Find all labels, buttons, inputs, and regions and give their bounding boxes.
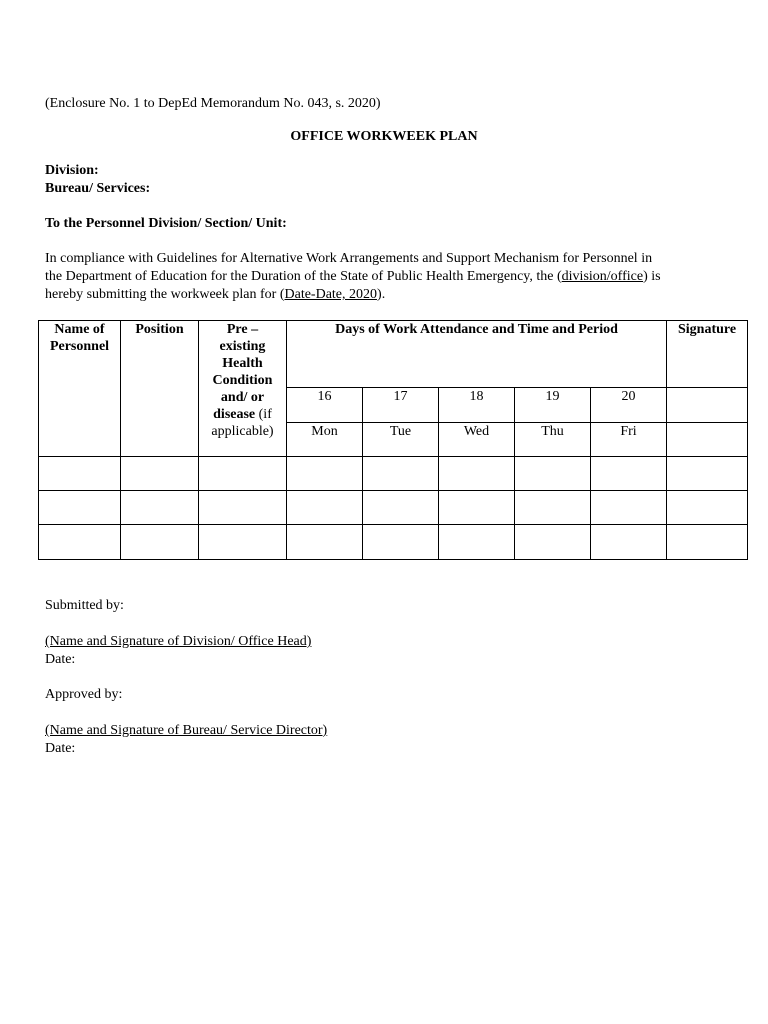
blank-cell[interactable] [591, 525, 667, 560]
header-pre-line-3: Health [222, 356, 263, 371]
blank-cell[interactable] [287, 491, 363, 525]
blank-cell[interactable] [667, 457, 748, 491]
blank-cell[interactable] [515, 491, 591, 525]
blank-cell[interactable] [515, 457, 591, 491]
header-name-line-1: Name of [54, 322, 105, 337]
blank-cell[interactable] [363, 525, 439, 560]
paragraph-line-2 [45, 268, 735, 286]
paragraph-line-2-suffix: ) is [643, 269, 661, 284]
header-pre-line-6: disease [213, 407, 256, 422]
header-pre-line-5: and/ or [220, 390, 265, 405]
blank-cell[interactable] [591, 491, 667, 525]
header-pre-line-1: Pre – [226, 322, 259, 337]
approved-date-label: Date: [45, 741, 76, 756]
date-range-placeholder: Date-Date, 2020 [284, 287, 378, 302]
header-days-of-work: Days of Work Attendance and Time and Period [287, 321, 667, 388]
header-position: Position [121, 321, 199, 457]
blank-cell[interactable] [199, 491, 287, 525]
division-office-placeholder: division/office [561, 269, 644, 284]
table-row [39, 525, 748, 560]
header-pre-line-2: existing [219, 339, 266, 354]
header-name-line-2: Personnel [49, 339, 110, 354]
blank-cell[interactable] [667, 525, 748, 560]
blank-cell[interactable] [667, 491, 748, 525]
paragraph-line-3-prefix: hereby submitting the workweek plan for ( [45, 287, 285, 302]
blank-cell[interactable] [199, 525, 287, 560]
day-name-cell: Fri [591, 423, 667, 457]
blank-cell[interactable] [439, 491, 515, 525]
workweek-plan-table [38, 320, 748, 560]
day-name-cell: Thu [515, 423, 591, 457]
day-number-cell: 19 [515, 388, 591, 423]
header-pre-existing-condition [199, 321, 287, 457]
day-name-cell: Wed [439, 423, 515, 457]
blank-cell[interactable] [287, 457, 363, 491]
header-pre-line-7: applicable) [211, 424, 274, 439]
blank-cell[interactable] [39, 491, 121, 525]
header-name-of-personnel [39, 321, 121, 457]
submitted-signature-line: (Name and Signature of Division/ Office Head) [45, 634, 312, 649]
blank-cell[interactable] [287, 525, 363, 560]
approved-by-label: Approved by: [45, 687, 123, 702]
submitted-by-label: Submitted by: [45, 598, 124, 613]
division-label: Division: [45, 163, 99, 178]
table-row [39, 457, 748, 491]
blank-cell[interactable] [121, 491, 199, 525]
day-number-cell: 17 [363, 388, 439, 423]
blank-cell[interactable] [439, 525, 515, 560]
blank-cell[interactable] [363, 457, 439, 491]
signature-subheader-cell [667, 423, 748, 457]
day-number-cell: 20 [591, 388, 667, 423]
table-row [39, 491, 748, 525]
paragraph-line-1: In compliance with Guidelines for Alternative Work Arrangements and Support Mechanism for Personnel in [45, 251, 653, 266]
blank-cell[interactable] [39, 525, 121, 560]
paragraph-line-3-suffix: ). [377, 287, 386, 302]
blank-cell[interactable] [515, 525, 591, 560]
blank-cell[interactable] [121, 457, 199, 491]
day-name-cell: Tue [363, 423, 439, 457]
blank-cell[interactable] [199, 457, 287, 491]
compliance-paragraph [45, 250, 735, 304]
bureau-label: Bureau/ Services: [45, 181, 151, 196]
blank-cell[interactable] [121, 525, 199, 560]
blank-cell[interactable] [39, 457, 121, 491]
paragraph-line-2-prefix: the Department of Education for the Duration of the State of Public Health Emergency, the ( [45, 269, 562, 284]
day-number-cell: 16 [287, 388, 363, 423]
day-number-cell: 18 [439, 388, 515, 423]
signature-subheader-cell [667, 388, 748, 423]
enclosure-note: (Enclosure No. 1 to DepEd Memorandum No. 043, s. 2020) [45, 96, 381, 111]
document-title: OFFICE WORKWEEK PLAN [290, 129, 478, 144]
blank-cell[interactable] [439, 457, 515, 491]
blank-cell[interactable] [591, 457, 667, 491]
header-pre-line-4: Condition [212, 373, 273, 388]
approved-signature-line: (Name and Signature of Bureau/ Service Director) [45, 723, 328, 738]
day-name-cell: Mon [287, 423, 363, 457]
blank-cell[interactable] [363, 491, 439, 525]
header-signature: Signature [667, 321, 748, 388]
addressee: To the Personnel Division/ Section/ Unit: [45, 216, 287, 231]
header-pre-line-6b: (if [255, 407, 272, 422]
submitted-date-label: Date: [45, 652, 76, 667]
paragraph-line-3 [45, 286, 735, 304]
